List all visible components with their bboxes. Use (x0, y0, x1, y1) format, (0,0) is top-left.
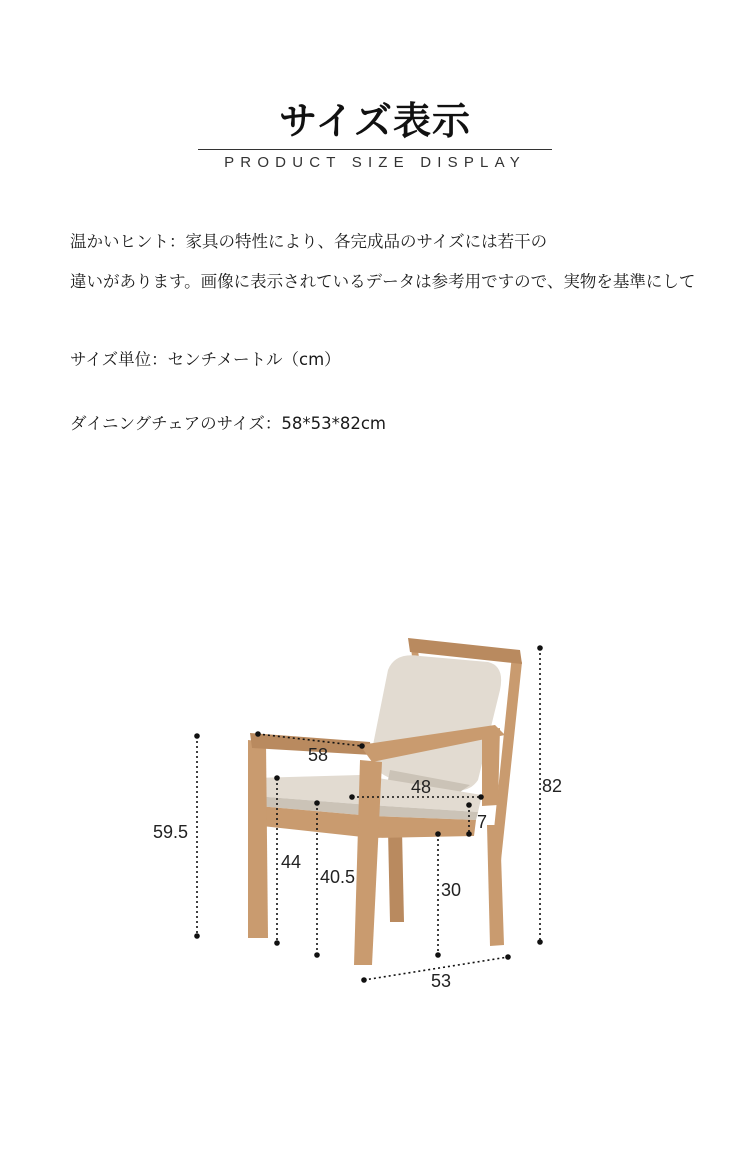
hint-text-line-1: 温かいヒント：家具の特性により、各完成品のサイズには若干の (70, 232, 548, 251)
armrest-height-label: 59.5 (153, 822, 189, 842)
chair-image (248, 638, 522, 965)
hint-text-line-2: 違いがあります。画像に表示されているデータは参考用ですので、実物を基準にして (70, 272, 696, 291)
chair-size-text: ダイニングチェアのサイズ：58*53*82cm (70, 414, 386, 433)
seat-width-label: 48 (411, 777, 432, 797)
size-unit-text: サイズ単位：センチメートル（cm） (70, 350, 341, 369)
frame-height-label: 40.5 (320, 867, 356, 887)
seat-height-label: 44 (281, 852, 302, 872)
page-title: サイズ表示 (279, 99, 471, 143)
stretcher-height-label: 30 (441, 880, 462, 900)
total-height-label: 82 (542, 776, 563, 796)
arm-width-label: 58 (308, 745, 329, 765)
depth-label: 53 (431, 971, 452, 991)
cushion-thickness-label: 7 (477, 812, 488, 832)
page-subtitle: PRODUCT SIZE DISPLAY (224, 154, 526, 171)
